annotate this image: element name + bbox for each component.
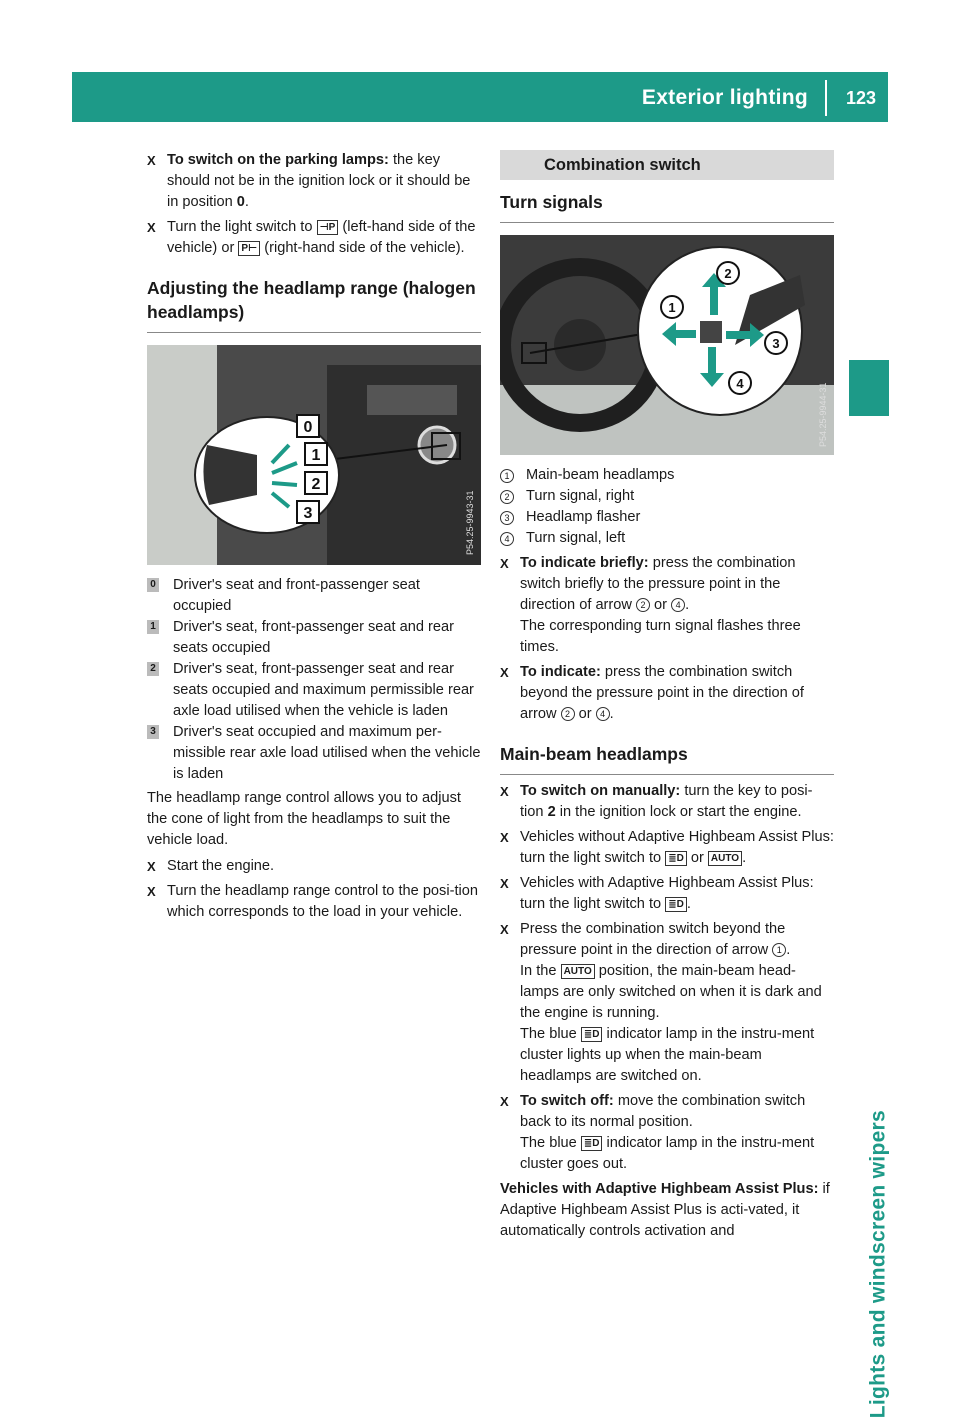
step-arrow-icon: X: [500, 1094, 509, 1109]
step-switch-on-manually: [500, 781, 834, 823]
ref-number: 2: [561, 707, 575, 721]
header-separator: [825, 80, 827, 116]
legend-text: Main-beam headlamps: [526, 467, 675, 483]
step-text: .: [786, 942, 791, 958]
step-title: To indicate briefly:: [520, 555, 649, 571]
step-text: (left-hand side of the vehicle) or: [167, 219, 476, 256]
side-tab-block: [849, 360, 889, 416]
step-text: Vehicles with Adaptive Highbeam Assist Plus: turn the light switch to: [520, 875, 814, 912]
step-start-engine: [147, 856, 481, 877]
heading-main-beam: Main-beam headlamps: [500, 742, 834, 775]
left-column: [147, 150, 481, 927]
figure-combination-switch: [500, 235, 834, 455]
step-title: To switch off:: [520, 1093, 614, 1109]
step-arrow-icon: X: [500, 830, 509, 845]
step-arrow-icon: X: [500, 922, 509, 937]
step-arrow-icon: X: [147, 220, 156, 235]
right-parking-lamp-icon: P⊢: [238, 241, 260, 256]
step-text: .: [609, 706, 614, 722]
mark-1: 1: [668, 300, 676, 315]
step-note: position, the main-beam head-lamps are only switched on when it is dark and the engine is running.: [520, 963, 822, 1021]
step-text: Turn the headlamp range control to the posi-tion which corresponds to the load in your vehicle.: [167, 883, 478, 920]
legend-key: 3: [147, 725, 159, 739]
step-arrow-icon: X: [147, 859, 156, 874]
step-indicate: [500, 662, 834, 725]
ref-number: 4: [596, 707, 610, 721]
legend-text: Driver's seat, front-passenger seat and rear seats occupied and maximum permissible rear axle load utilised when the vehicle is laden: [173, 661, 474, 719]
legend-key: 1: [147, 620, 159, 634]
legend-item: [500, 507, 834, 528]
step-text: in the ignition lock or start the engine.: [555, 804, 802, 820]
legend-item: [500, 486, 834, 507]
legend-text: Driver's seat, front-passenger seat and rear seats occupied: [173, 619, 455, 656]
step-with-ahap: [500, 873, 834, 915]
legend-text: Driver's seat and front-passenger seat occupied: [173, 577, 420, 614]
step-light-switch: [147, 217, 481, 259]
stalk-tip: [700, 321, 722, 343]
legend-text: Headlamp flasher: [526, 509, 641, 525]
legend-item: [147, 575, 481, 617]
legend-text: Driver's seat occupied and maximum per-missible rear axle load utilised when the vehicle is laden: [173, 724, 481, 782]
step-text: .: [686, 896, 691, 912]
range-control: [203, 445, 257, 505]
mark-3: 3: [772, 336, 780, 351]
legend-item: [147, 659, 481, 722]
left-parking-lamp-icon: ⊣P: [317, 220, 339, 235]
page-header: [72, 72, 888, 122]
step-without-ahap: [500, 827, 834, 869]
step-text: Turn the light switch to: [167, 219, 317, 235]
step-text: press the combination switch beyond the pressure point in the direction of arrow: [520, 664, 804, 722]
mark-2: 2: [311, 476, 321, 493]
step-text: Vehicles without Adaptive Highbeam Assist Plus: turn the light switch to: [520, 829, 834, 866]
right-column: [500, 150, 834, 1242]
step-text: or: [574, 706, 596, 722]
page-number: 123: [845, 88, 876, 108]
step-note: The blue: [520, 1026, 581, 1042]
mark-0: 0: [303, 419, 313, 436]
paragraph-range-control: The headlamp range control allows you to adjust the cone of light from the headlamps to suit the vehicle load.: [147, 790, 461, 848]
heading-headlamp-range: Adjusting the headlamp range (halogen headlamps): [147, 276, 481, 333]
page-title: Exterior lighting: [641, 86, 808, 109]
mark-4: 4: [736, 376, 744, 391]
side-tab: [850, 430, 890, 1418]
step-title: To indicate:: [520, 664, 601, 680]
legend-item: [147, 722, 481, 785]
side-tab-label: Lights and windscreen wipers: [866, 1110, 889, 1418]
ref-number: 1: [772, 943, 786, 957]
step-arrow-icon: X: [147, 153, 156, 168]
step-note: indicator lamp in the instru-ment cluster goes out.: [520, 1135, 815, 1172]
mark-2: 2: [724, 266, 732, 281]
figure-headlamp-range-control: [147, 345, 481, 565]
figure-code: P54.25-9943-31: [465, 490, 475, 555]
legend-number: 4: [500, 532, 514, 546]
paragraph-text: if Adaptive Highbeam Assist Plus is acti-vated, it automatically controls activation and: [500, 1181, 830, 1239]
step-switch-off: [500, 1091, 834, 1175]
paragraph-ahap: [500, 1179, 834, 1242]
mark-3: 3: [303, 505, 313, 522]
step-arrow-icon: X: [147, 884, 156, 899]
vent: [367, 385, 457, 415]
step-text: .: [685, 597, 690, 613]
step-parking-lamps: [147, 150, 481, 213]
step-title: To switch on the parking lamps:: [167, 152, 389, 168]
legend-key: 0: [147, 578, 159, 592]
step-note: In the: [520, 963, 561, 979]
step-note: The blue: [520, 1135, 581, 1151]
paragraph-title: Vehicles with Adaptive Highbeam Assist Plus:: [500, 1181, 819, 1197]
step-text: Start the engine.: [167, 858, 275, 874]
key-position: 0: [236, 194, 245, 210]
step-text: Press the combination switch beyond the pressure point in the direction of arrow: [520, 921, 786, 958]
step-arrow-icon: X: [500, 556, 509, 571]
combination-switch-illustration: [500, 235, 834, 455]
heading-turn-signals: Turn signals: [500, 190, 834, 223]
legend-number: 3: [500, 511, 514, 525]
step-text: move the combination switch back to its normal position.: [520, 1093, 806, 1130]
step-text: .: [742, 850, 747, 866]
low-beam-icon: ≣D: [665, 851, 687, 866]
step-note: indicator lamp in the instru-ment cluster lights up when the main-beam headlamps are switched on.: [520, 1026, 815, 1084]
ref-number: 2: [636, 598, 650, 612]
section-bar: Combination switch: [500, 150, 834, 180]
legend-item: [500, 528, 834, 549]
step-text: the key should not be in the ignition lock or it should be in position: [167, 152, 471, 210]
step-note: The corresponding turn signal flashes three times.: [520, 618, 801, 655]
headlamp-range-illustration: [147, 345, 481, 565]
ref-number: 4: [671, 598, 685, 612]
step-text-end: .: [244, 194, 249, 210]
step-press-switch: [500, 919, 834, 1087]
step-arrow-icon: X: [500, 784, 509, 799]
legend-text: Turn signal, right: [526, 488, 635, 504]
step-title: To switch on manually:: [520, 783, 681, 799]
step-text: (right-hand side of the vehicle).: [260, 240, 465, 256]
auto-light-icon: AUTO: [561, 964, 595, 979]
arrow-2: [272, 483, 297, 485]
step-arrow-icon: X: [500, 876, 509, 891]
step-indicate-briefly: [500, 553, 834, 658]
step-text: turn the key to posi-tion: [520, 783, 813, 820]
step-text: or: [686, 850, 708, 866]
step-text: or: [650, 597, 672, 613]
legend-text: Turn signal, left: [526, 530, 626, 546]
main-beam-indicator-icon: ≣D: [581, 1136, 603, 1151]
step-text: press the combination switch briefly to the pressure point in the direction of arrow: [520, 555, 796, 613]
legend-number: 2: [500, 490, 514, 504]
legend-item: [147, 617, 481, 659]
step-arrow-icon: X: [500, 665, 509, 680]
low-beam-icon: ≣D: [665, 897, 687, 912]
legend-key: 2: [147, 662, 159, 676]
legend-item: [500, 465, 834, 486]
mark-1: 1: [311, 447, 321, 464]
key-position: 2: [547, 804, 556, 820]
legend-number: 1: [500, 469, 514, 483]
main-beam-indicator-icon: ≣D: [581, 1027, 603, 1042]
figure-code: P54.25-9944-31: [818, 382, 828, 447]
auto-light-icon: AUTO: [708, 851, 742, 866]
step-turn-control: [147, 881, 481, 923]
